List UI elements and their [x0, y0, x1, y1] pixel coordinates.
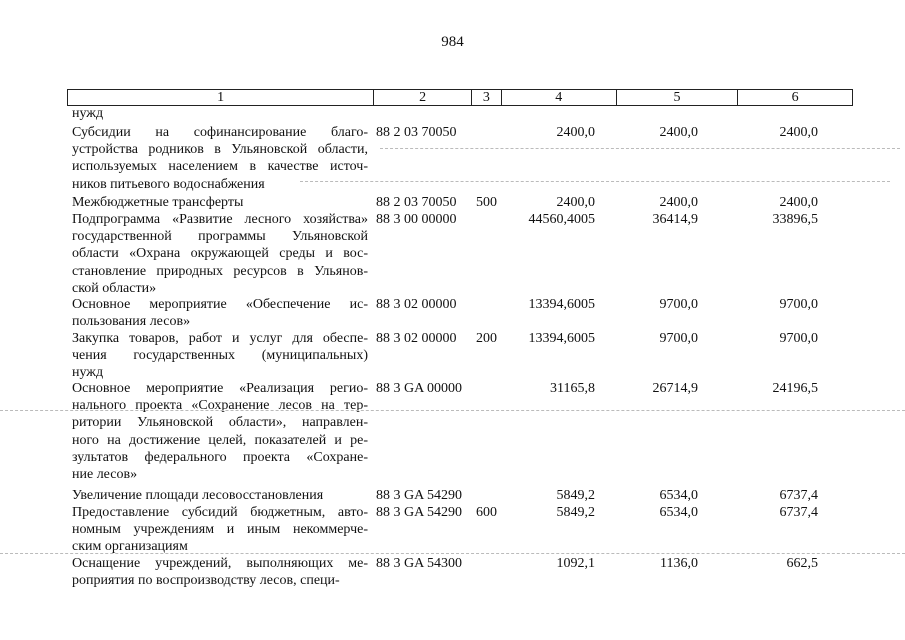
description-line: ской области» — [72, 280, 157, 296]
row-type: 200 — [476, 331, 497, 346]
row-value-4: 13394,6005 — [528, 331, 595, 346]
table-row — [0, 105, 905, 122]
row-value-6: 24196,5 — [772, 381, 818, 396]
row-value-4: 2400,0 — [556, 125, 595, 140]
row-value-6: 662,5 — [786, 556, 818, 571]
description-line: Субсидии на софинансирование благо- — [72, 125, 368, 140]
row-value-5: 1136,0 — [660, 556, 698, 571]
description-line: роприятия по воспроизводству лесов, специ- — [72, 573, 340, 589]
header-col-3: 3 — [471, 90, 501, 105]
row-value-5: 6534,0 — [659, 505, 698, 520]
row-value-6: 9700,0 — [779, 297, 818, 312]
table-row — [0, 194, 905, 211]
description-line: ским организациям — [72, 539, 188, 555]
description-line: Подпрограмма «Развитие лесного хозяйства» — [72, 212, 368, 227]
row-value-6: 9700,0 — [779, 331, 818, 346]
row-code: 88 3 GA 54290 — [376, 505, 462, 520]
table-row — [0, 330, 905, 382]
row-type: 500 — [476, 195, 497, 210]
row-description — [72, 105, 368, 122]
header-col-6: 6 — [737, 90, 852, 105]
description-line: государственной программы Ульяновской — [72, 229, 368, 245]
row-value-6: 6737,4 — [779, 488, 818, 503]
row-code: 88 3 GA 00000 — [376, 381, 462, 396]
row-value-5: 26714,9 — [652, 381, 698, 396]
row-code: 88 3 02 00000 — [376, 331, 457, 346]
table-row — [0, 211, 905, 297]
description-line: Основное мероприятие «Обеспечение ис- — [72, 297, 368, 312]
description-line: нужд — [72, 106, 104, 121]
row-value-6: 2400,0 — [779, 195, 818, 210]
table-row — [0, 380, 905, 483]
row-value-5: 2400,0 — [659, 125, 698, 140]
header-col-1: 1 — [217, 90, 225, 105]
scan-artifact-line — [300, 181, 890, 182]
row-value-4: 44560,4005 — [528, 212, 595, 227]
description-line: устройства родников в Ульяновской области, — [72, 142, 368, 158]
description-line: используемых населением в качестве источ- — [72, 159, 368, 175]
row-value-6: 33896,5 — [772, 212, 818, 227]
row-value-5: 2400,0 — [659, 195, 698, 210]
description-line: Межбюджетные трансферты — [72, 195, 244, 210]
header-col-4: 4 — [501, 90, 616, 105]
row-value-4: 1092,1 — [556, 556, 595, 571]
row-value-4: 5849,2 — [556, 505, 595, 520]
description-line: области «Охрана окружающей среды и вос- — [72, 246, 368, 262]
description-line: становление природных ресурсов в Ульянов- — [72, 263, 368, 279]
description-line: ного на достижение целей, показателей и ре- — [72, 432, 368, 448]
row-description — [72, 211, 368, 297]
description-line: Увеличение площади лесовосстановления — [72, 488, 324, 503]
row-description — [72, 330, 368, 382]
scan-artifact-line — [380, 148, 900, 149]
description-line: ние лесов» — [72, 467, 138, 483]
row-code: 88 2 03 70050 — [376, 125, 457, 140]
description-line: Оснащение учреждений, выполняющих ме- — [72, 556, 368, 571]
page-number: 984 — [441, 34, 464, 50]
table-row — [0, 124, 905, 193]
table-row — [0, 487, 905, 504]
header-col-5: 5 — [616, 90, 738, 105]
row-value-6: 2400,0 — [779, 125, 818, 140]
description-line: Закупка товаров, работ и услуг для обеспе- — [72, 331, 368, 346]
row-code: 88 3 00 00000 — [376, 212, 457, 227]
scan-artifact-line — [0, 410, 905, 411]
row-value-5: 36414,9 — [652, 212, 698, 227]
description-line: ников питьевого водоснабжения — [72, 176, 265, 192]
row-value-5: 9700,0 — [659, 331, 698, 346]
row-description — [72, 487, 368, 504]
row-code: 88 2 03 70050 — [376, 195, 457, 210]
description-line: номным учреждениям и иным некоммерче- — [72, 522, 368, 538]
row-description — [72, 296, 368, 330]
table-row — [0, 504, 905, 556]
description-line: зультатов федерального проекта «Сохране- — [72, 449, 368, 465]
description-line: ритории Ульяновской области», направлен- — [72, 415, 368, 431]
row-description — [72, 555, 368, 589]
row-code: 88 3 GA 54290 — [376, 488, 462, 503]
row-value-4: 2400,0 — [556, 195, 595, 210]
row-type: 600 — [476, 505, 497, 520]
row-value-4: 5849,2 — [556, 488, 595, 503]
row-code: 88 3 02 00000 — [376, 297, 457, 312]
row-description — [72, 124, 368, 193]
row-value-5: 6534,0 — [659, 488, 698, 503]
table-row — [0, 555, 905, 589]
header-col-2: 2 — [373, 90, 471, 105]
description-line: нального проекта «Сохранение лесов на тер- — [72, 398, 368, 414]
scan-artifact-line — [0, 553, 905, 554]
row-description — [72, 380, 368, 483]
description-line: нужд — [72, 365, 104, 381]
description-line: Основное мероприятие «Реализация регио- — [72, 381, 368, 396]
description-line: пользования лесов» — [72, 314, 191, 330]
row-code: 88 3 GA 54300 — [376, 556, 462, 571]
row-value-5: 9700,0 — [659, 297, 698, 312]
table-row — [0, 296, 905, 330]
description-line: Предоставление субсидий бюджетным, авто- — [72, 505, 368, 520]
table-header — [67, 89, 853, 106]
description-line: чения государственных (муниципальных) — [72, 348, 368, 364]
row-value-4: 13394,6005 — [528, 297, 595, 312]
row-description — [72, 504, 368, 556]
row-value-4: 31165,8 — [550, 381, 595, 396]
row-value-6: 6737,4 — [779, 505, 818, 520]
row-description — [72, 194, 368, 211]
